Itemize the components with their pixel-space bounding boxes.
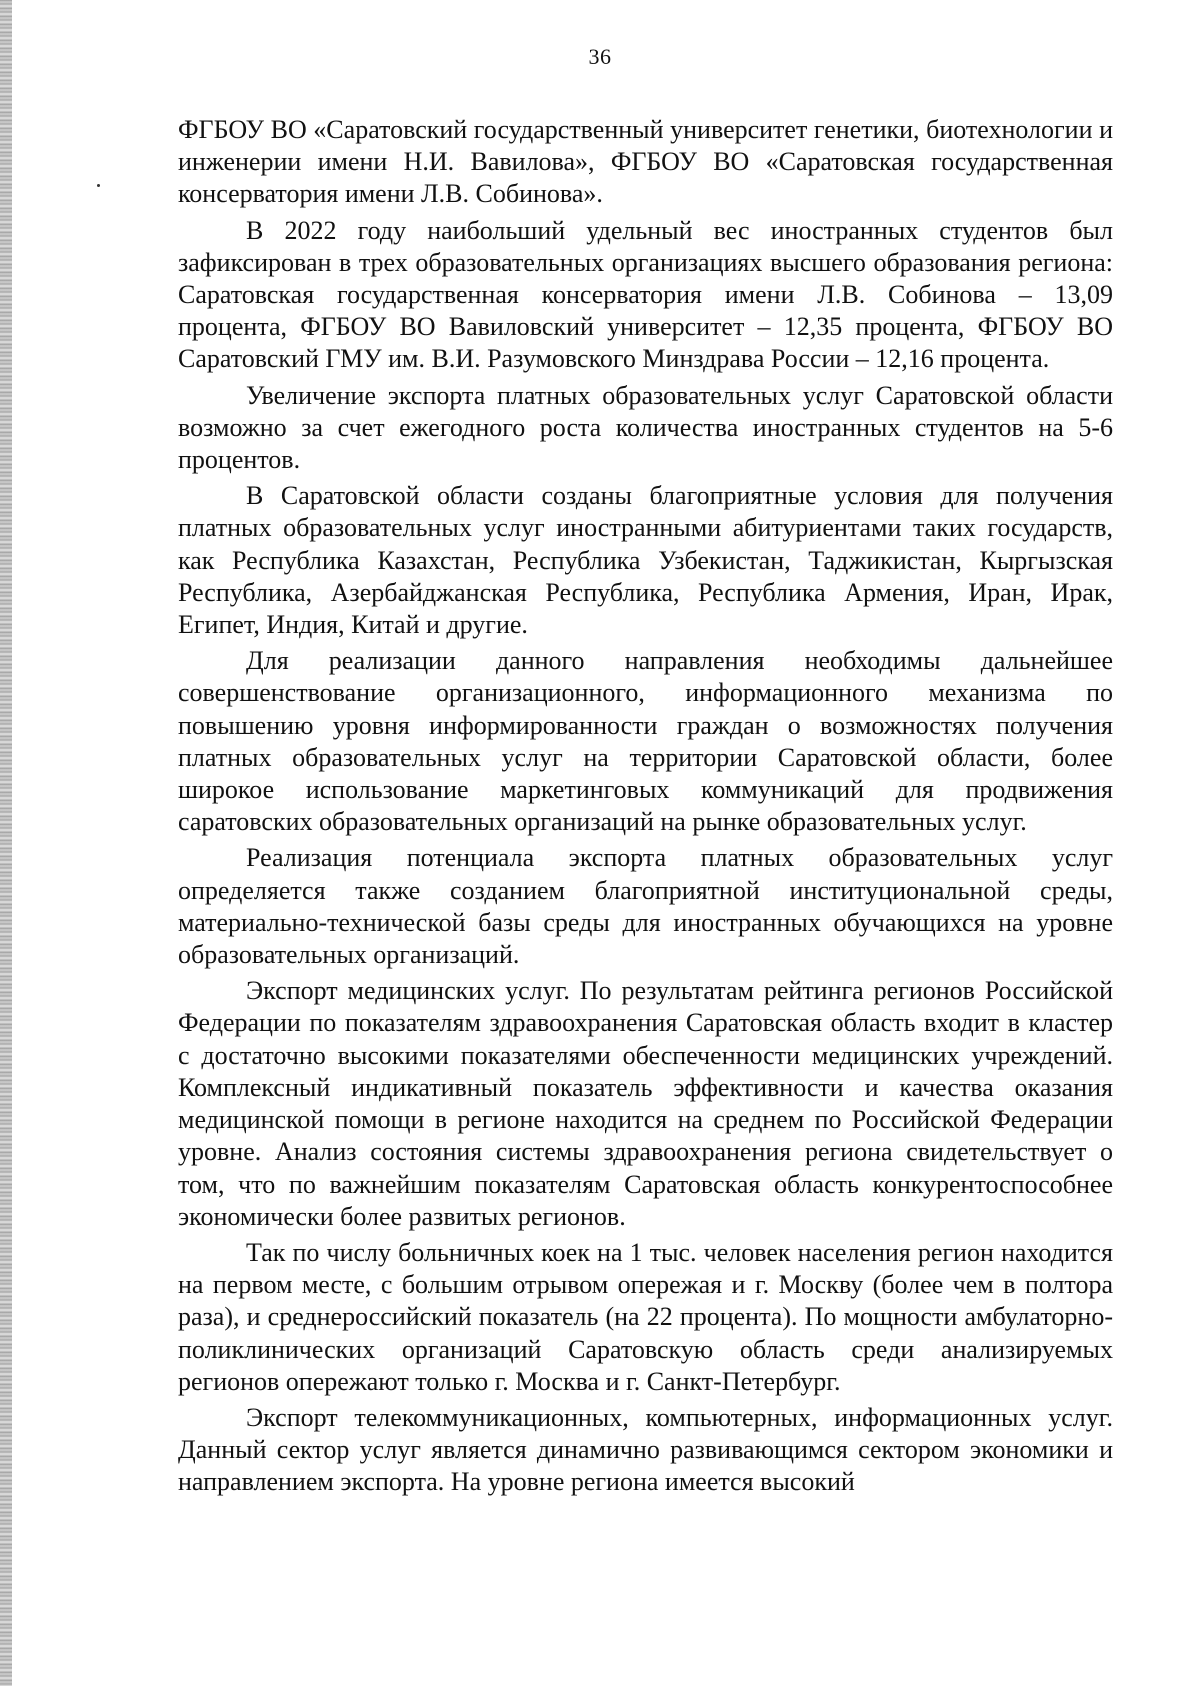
paragraph-export-growth: Увеличение экспорта платных образовательных услуг Саратовской области возможно за счет ежегодного роста количества иностранных студентов на 5-6 процентов. <box>178 380 1113 475</box>
page-number: 36 <box>588 44 612 69</box>
paragraph-universities-continued: ФГБОУ ВО «Саратовский государственный университет генетики, биотехнологии и инженерии имени Н.И. Вавилова», ФГБОУ ВО «Саратовская государственная консерватория имени Л.В. Собинова». <box>178 115 1113 209</box>
paragraph-export-potential: Реализация потенциала экспорта платных образовательных услуг определяется также созданием благоприятной институциональной среды, материально-технической базы среды для иностранных обучающихся на уровне образовательных организаций. <box>178 843 1113 970</box>
paragraph-favorable-conditions: В Саратовской области созданы благоприятные условия для получения платных образовательных услуг иностранными абитуриентами таких государств, как Республика Казахстан, Республика Узбекистан, Таджикистан, Кыргызская Республика, Азербайджанская Республика, Республика Армения, Иран, Ирак, Египет, Индия, Китай и другие. <box>178 481 1113 640</box>
document-body <box>178 114 1113 1503</box>
paragraph-implementation-direction: Для реализации данного направления необходимы дальнейшее совершенствование организационного, информационного механизма по повышению уровня информированности граждан о возможностях получения платных образовательных услуг на территории Саратовской области, более широкое использование маркетинговых коммуникаций для продвижения саратовских образовательных организаций на рынке образовательных услуг. <box>178 646 1113 837</box>
paragraph-telecom-export: Экспорт телекоммуникационных, компьютерных, информационных услуг. Данный сектор услуг является динамично развивающимся сектором экономики и направлением экспорта. На уровне региона имеется высокий <box>178 1402 1113 1497</box>
paragraph-hospital-beds: Так по числу больничных коек на 1 тыс. человек населения регион находится на первом месте, с большим отрывом опережая и г. Москву (более чем в полтора раза), и среднероссийский показатель (на 22 процента). По мощности амбулаторно-поликлинических организаций Саратовскую область среди анализируемых регионов опережают только г. Москва и г. Санкт-Петербург. <box>178 1237 1113 1396</box>
scan-edge <box>0 0 12 1686</box>
scan-speck <box>97 184 100 187</box>
paragraph-medical-export: Экспорт медицинских услуг. По результатам рейтинга регионов Российской Федерации по показателям здравоохранения Саратовская область входит в кластер с достаточно высокими показателями обеспеченности медицинских учреждений. Комплексный индикативный показатель эффективности и качества оказания медицинской помощи в регионе находится на среднем по Российской Федерации уровне. Анализ состояния системы здравоохранения региона свидетельствует о том, что по важнейшим показателям Саратовская область конкурентоспособнее экономически более развитых регионов. <box>178 976 1113 1231</box>
paragraph-foreign-students-share: В 2022 году наибольший удельный вес иностранных студентов был зафиксирован в трех образовательных организациях высшего образования региона: Саратовская государственная консерватория имени Л.В. Собинова – 13,09 процента, ФГБОУ ВО Вавиловский университет – 12,35 процента, ФГБОУ ВО Саратовский ГМУ им. В.И. Разумовского Минздрава России – 12,16 процента. <box>178 215 1113 374</box>
